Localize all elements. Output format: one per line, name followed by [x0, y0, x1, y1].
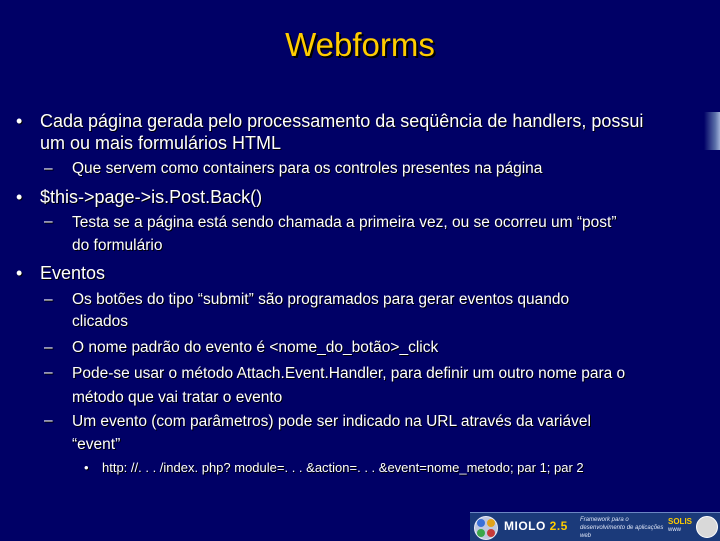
logo-brand [504, 519, 568, 533]
bullet-marker: • [16, 187, 23, 207]
bullet-marker: • [16, 111, 23, 131]
dash-marker: – [44, 364, 53, 381]
bullet-3-sub-3-line-1: Pode-se usar o método Attach.Event.Handler, para definir um outro nome para o [72, 365, 626, 382]
dash-marker: – [44, 291, 53, 308]
dash-marker: – [44, 339, 53, 356]
bullet-2-line-1: $this->page->is.Post.Back() [40, 187, 263, 207]
petal-orange [487, 519, 495, 527]
miolo-logo [470, 512, 720, 541]
bullet-3-sub-1-line-2: clicados [72, 313, 128, 330]
partner-globe-icon [696, 516, 718, 538]
partner-name: SOLIS [668, 517, 693, 526]
dash-marker: – [44, 160, 53, 177]
petal-red [487, 529, 495, 537]
bullet-1-line-1: Cada página gerada pelo processamento da seqüência de handlers, possui [40, 111, 644, 131]
logo-brand-name: MIOLO [504, 519, 546, 533]
bullet-marker: • [84, 460, 89, 475]
bullet-3-line-1: Eventos [40, 263, 106, 283]
partner-sub: www [668, 527, 681, 533]
bullet-3-sub-3-line-2: método que vai tratar o evento [72, 389, 283, 406]
dash-marker: – [44, 412, 53, 429]
bullet-2-sub-1-line-2: do formulário [72, 237, 163, 254]
miolo-emblem-icon [474, 516, 498, 540]
logo-tagline: Framework para o desenvolvimento de aplicações web [580, 517, 664, 539]
url-example: http: //. . . /index. php? module=. . . &action=. . . &event=nome_metodo; par 1; par 2 [102, 460, 584, 475]
bullet-3-sub-1-line-1: Os botões do tipo “submit” são programados para gerar eventos quando [72, 291, 570, 308]
dash-marker: – [44, 213, 53, 230]
bullet-3-sub-2-line-1: O nome padrão do evento é <nome_do_botão>_click [72, 339, 439, 356]
petal-green [477, 529, 485, 537]
petal-blue [477, 519, 485, 527]
bullet-marker: • [16, 263, 23, 283]
bullet-1-sub-1-line-1: Que servem como containers para os controles presentes na página [72, 160, 543, 177]
bullet-1-line-2: um ou mais formulários HTML [40, 133, 282, 153]
bullet-3-sub-4-line-1: Um evento (com parâmetros) pode ser indicado na URL através da variável [72, 413, 591, 430]
logo-version: 2.5 [549, 519, 568, 533]
slide-title: Webforms [285, 26, 435, 63]
bullet-2-sub-1-line-1: Testa se a página está sendo chamada a primeira vez, ou se ocorreu um “post” [72, 214, 617, 231]
bullet-3-sub-4-line-2: “event” [72, 436, 121, 453]
